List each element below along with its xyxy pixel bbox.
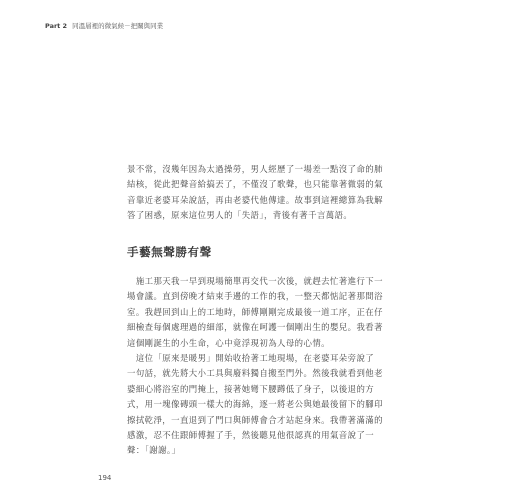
text-line: 室。我趕回到山上的工地時，師傅剛剛完成最後一道工序，正在仔: [127, 306, 383, 317]
text-line: 擦拭乾淨，一直退到了門口與師傅會合才站起身來。我帶著滿滿的: [127, 414, 383, 425]
text-line: 施工那天我一早到現場簡單再交代一次後，就趕去忙著進行下一: [127, 276, 383, 286]
text-line: 式，用一塊像磚頭一樣大的海綿，逐一將老公與她最後留下的腳印: [127, 399, 383, 410]
text-line: 結核，從此把聲音給搞丟了，不僅沒了歌聲，也只能靠著微弱的氣: [127, 179, 383, 190]
text-line: 答了困惑，原來這位男人的「失語」，背後有著千言萬語。: [127, 210, 353, 221]
page-number: 194: [98, 474, 112, 482]
header-part-label: Part 2: [45, 22, 68, 30]
text-line: 一句話，就先將大小工具與廢料獨自搬至門外。然後我就看到他老: [127, 368, 383, 379]
text-line: 景不常，沒幾年因為太過操勞，男人經歷了一場差一點沒了命的肺: [127, 164, 383, 174]
text-line: 音靠近老婆耳朵說話，再由老婆代他傳達。故事到這裡總算為我解: [127, 194, 383, 205]
text-line: 婆細心將浴室的門掩上，接著她彎下腰蹲低了身子，以後退的方: [127, 383, 375, 394]
paragraph-3: [127, 351, 403, 459]
running-header: [45, 21, 163, 30]
text-line: 細檢查每個處理過的細部，就像在呵護一個剛出生的嬰兒。我看著: [127, 322, 383, 333]
header-chapter-title: 同溫層裡的微氣候－把關與同業: [72, 22, 164, 30]
paragraph-1: [127, 162, 403, 224]
text-line: 聲：「謝謝。」: [127, 445, 181, 456]
text-line: 這位「原來是暖男」開始收拾著工地現場，在老婆耳朵旁說了: [127, 353, 375, 363]
paragraph-2: [127, 274, 403, 351]
text-line: 這個剛誕生的小生命，心中竟浮現初為人母的心情。: [127, 337, 330, 348]
text-line: 場會議。直到傍晚才結束手邊的工作的我，一整天都惦記著那間浴: [127, 291, 383, 302]
text-line: 感激，忍不住跟師傅握了手，然後聽見他很認真的用氣音說了一: [127, 430, 375, 441]
section-heading: 手藝無聲勝有聲: [127, 245, 212, 259]
